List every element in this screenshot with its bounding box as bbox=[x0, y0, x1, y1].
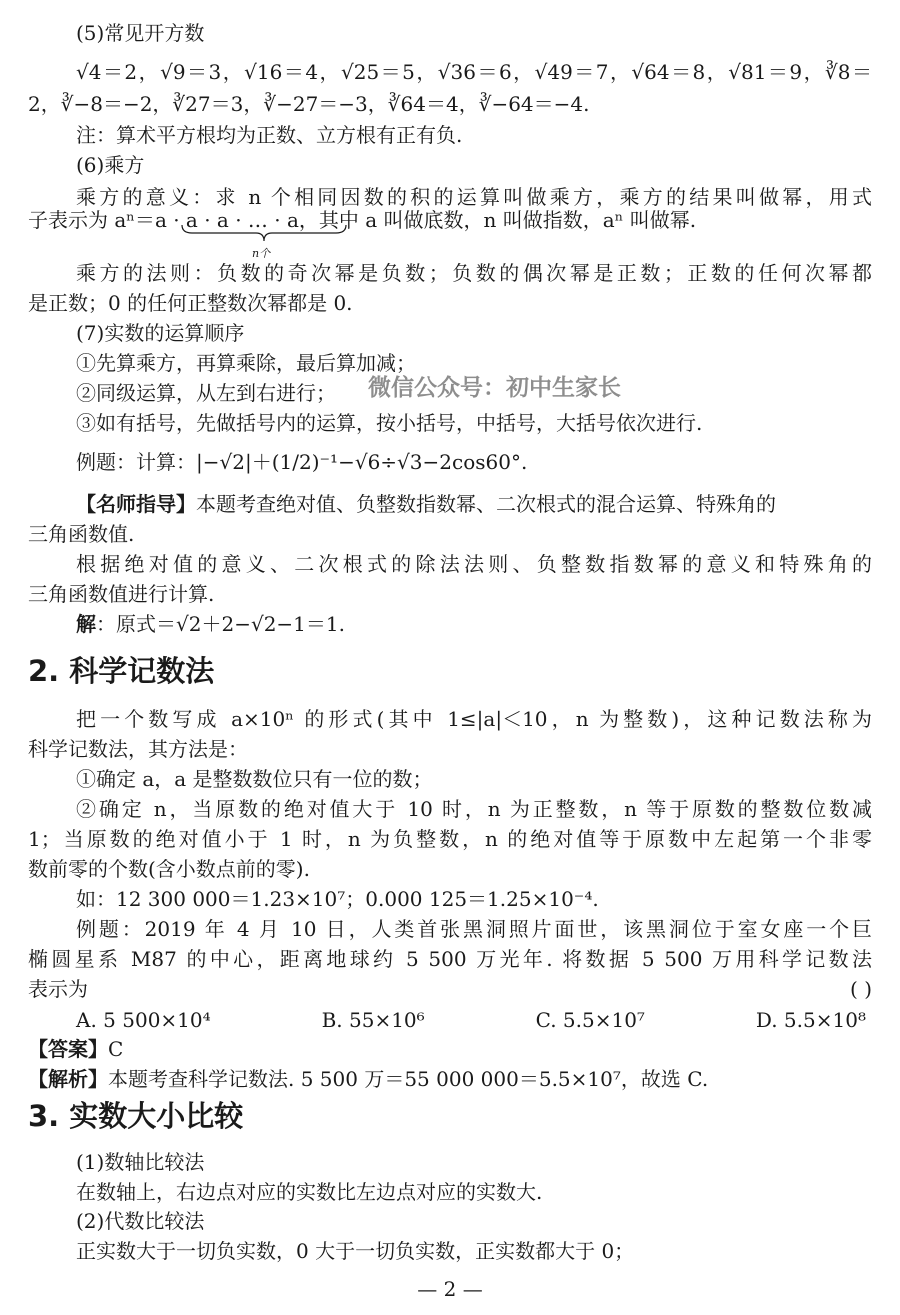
sci-question-line-3: 表示为 bbox=[28, 977, 88, 1001]
section-heading-scientific-notation: 2. 科学记数法 bbox=[28, 654, 215, 688]
sci-definition-line-1: 把一个数写成 a×10ⁿ 的形式(其中 1≤|a|＜10，n 为整数)，这种记数法称为 bbox=[76, 707, 872, 731]
section-heading-real-comparison: 3. 实数大小比较 bbox=[28, 1099, 244, 1133]
power-rule-line-2: 是正数；0 的任何正整数次幂都是 0. bbox=[28, 291, 353, 315]
example-expression: 例题：计算：|−√2|＋(1/2)⁻¹−√6÷√3−2cos60°. bbox=[76, 450, 528, 474]
option-a: A. 5 500×10⁴ bbox=[76, 1008, 211, 1032]
order-rule-2: ②同级运算，从左到右进行； bbox=[76, 381, 336, 405]
solution-tag: 解 bbox=[76, 612, 96, 636]
sci-question-line-2: 椭圆星系 M87 的中心，距离地球约 5 500 万光年. 将数据 5 500 万用科学记数法 bbox=[28, 947, 872, 971]
power-meaning-line-1: 乘方的意义：求 n 个相同因数的积的运算叫做乘方，乘方的结果叫做幂，用式 bbox=[76, 185, 872, 209]
underbrace-icon bbox=[180, 223, 348, 247]
analysis-line bbox=[28, 1064, 708, 1094]
teacher-guidance-line-2: 三角函数值. bbox=[28, 522, 135, 546]
common-roots-line-1: √4＝2，√9＝3，√16＝4，√25＝5，√36＝6，√49＝7，√64＝8，√81＝9，∛8＝ bbox=[76, 60, 872, 84]
underbrace-label: n个 bbox=[252, 247, 271, 260]
subsection-heading-5: (5)常见开方数 bbox=[76, 21, 205, 45]
watermark: 微信公众号：初中生家长 bbox=[368, 375, 621, 401]
analysis-tag: 【解析】 bbox=[28, 1067, 108, 1091]
order-rule-1: ①先算乘方，再算乘除，最后算加减； bbox=[76, 351, 416, 375]
power-definition-suffix: ，其中 a 叫做底数，n 叫做指数，aⁿ 叫做幂. bbox=[298, 208, 697, 232]
common-roots-line-2: 2，∛−8＝−2，∛27＝3，∛−27＝−3，∛64＝4，∛−64＝−4. bbox=[28, 92, 590, 116]
compare-method-1-heading: (1)数轴比较法 bbox=[76, 1150, 205, 1174]
teacher-guidance-text: 本题考查绝对值、负整数指数幂、二次根式的混合运算、特殊角的 bbox=[196, 492, 776, 516]
sci-method-2-line-2: 1；当原数的绝对值小于 1 时，n 为负整数，n 的绝对值等于原数中左起第一个非零 bbox=[28, 827, 872, 851]
power-definition-prefix: 子表示为 aⁿ＝ bbox=[28, 208, 155, 232]
option-b: B. 55×10⁶ bbox=[321, 1008, 425, 1032]
option-c: C. 5.5×10⁷ bbox=[535, 1008, 645, 1032]
compare-method-2-heading: (2)代数比较法 bbox=[76, 1209, 205, 1233]
answer-line bbox=[28, 1034, 123, 1064]
power-meaning-line-2 bbox=[28, 205, 696, 235]
roots-note: 注：算术平方根均为正数、立方根有正有负. bbox=[76, 123, 463, 147]
solution-text: ：原式＝√2＋2−√2−1＝1. bbox=[96, 612, 345, 636]
sci-method-2-line-3: 数前零的个数(含小数点前的零). bbox=[28, 857, 310, 881]
subsection-heading-7: (7)实数的运算顺序 bbox=[76, 321, 245, 345]
teacher-guidance-tag: 【名师指导】 bbox=[76, 492, 196, 516]
basis-line-2: 三角函数值进行计算. bbox=[28, 582, 215, 606]
analysis-text: 本题考查科学记数法. 5 500 万＝55 000 000＝5.5×10⁷，故选 C. bbox=[108, 1067, 709, 1091]
compare-method-1-text: 在数轴上，右边点对应的实数比左边点对应的实数大. bbox=[76, 1180, 543, 1204]
sci-examples: 如：12 300 000＝1.23×10⁷；0.000 125＝1.25×10⁻⁴. bbox=[76, 887, 599, 911]
subsection-heading-6: (6)乘方 bbox=[76, 153, 145, 177]
answer-options bbox=[76, 1005, 866, 1035]
power-rule-line-1: 乘方的法则：负数的奇次幂是负数；负数的偶次幂是正数；正数的任何次幂都 bbox=[76, 261, 872, 285]
solution-line bbox=[76, 609, 345, 639]
sci-definition-line-2: 科学记数法，其方法是： bbox=[28, 737, 248, 761]
answer-value: C bbox=[108, 1037, 124, 1061]
sci-method-2-line-1: ②确定 n，当原数的绝对值大于 10 时，n 为正整数，n 等于原数的整数位数减 bbox=[76, 797, 872, 821]
page-number: — 2 — bbox=[417, 1277, 483, 1301]
sci-method-1: ①确定 a，a 是整数数位只有一位的数； bbox=[76, 767, 433, 791]
answer-tag: 【答案】 bbox=[28, 1037, 108, 1061]
sci-question-line-1: 例题：2019 年 4 月 10 日，人类首张黑洞照片面世，该黑洞位于室女座一个巨 bbox=[76, 917, 872, 941]
power-product-expression: a · a · a · … · a bbox=[154, 208, 299, 232]
compare-method-2-text: 正实数大于一切负实数，0 大于一切负实数，正实数都大于 0； bbox=[76, 1239, 635, 1263]
basis-line-1: 根据绝对值的意义、二次根式的除法法则、负整数指数幂的意义和特殊角的 bbox=[76, 552, 872, 576]
option-d: D. 5.5×10⁸ bbox=[755, 1008, 866, 1032]
order-rule-3: ③如有括号，先做括号内的运算，按小括号，中括号，大括号依次进行. bbox=[76, 411, 703, 435]
answer-parentheses: ( ) bbox=[850, 977, 872, 1001]
teacher-guidance-line-1 bbox=[76, 489, 776, 519]
